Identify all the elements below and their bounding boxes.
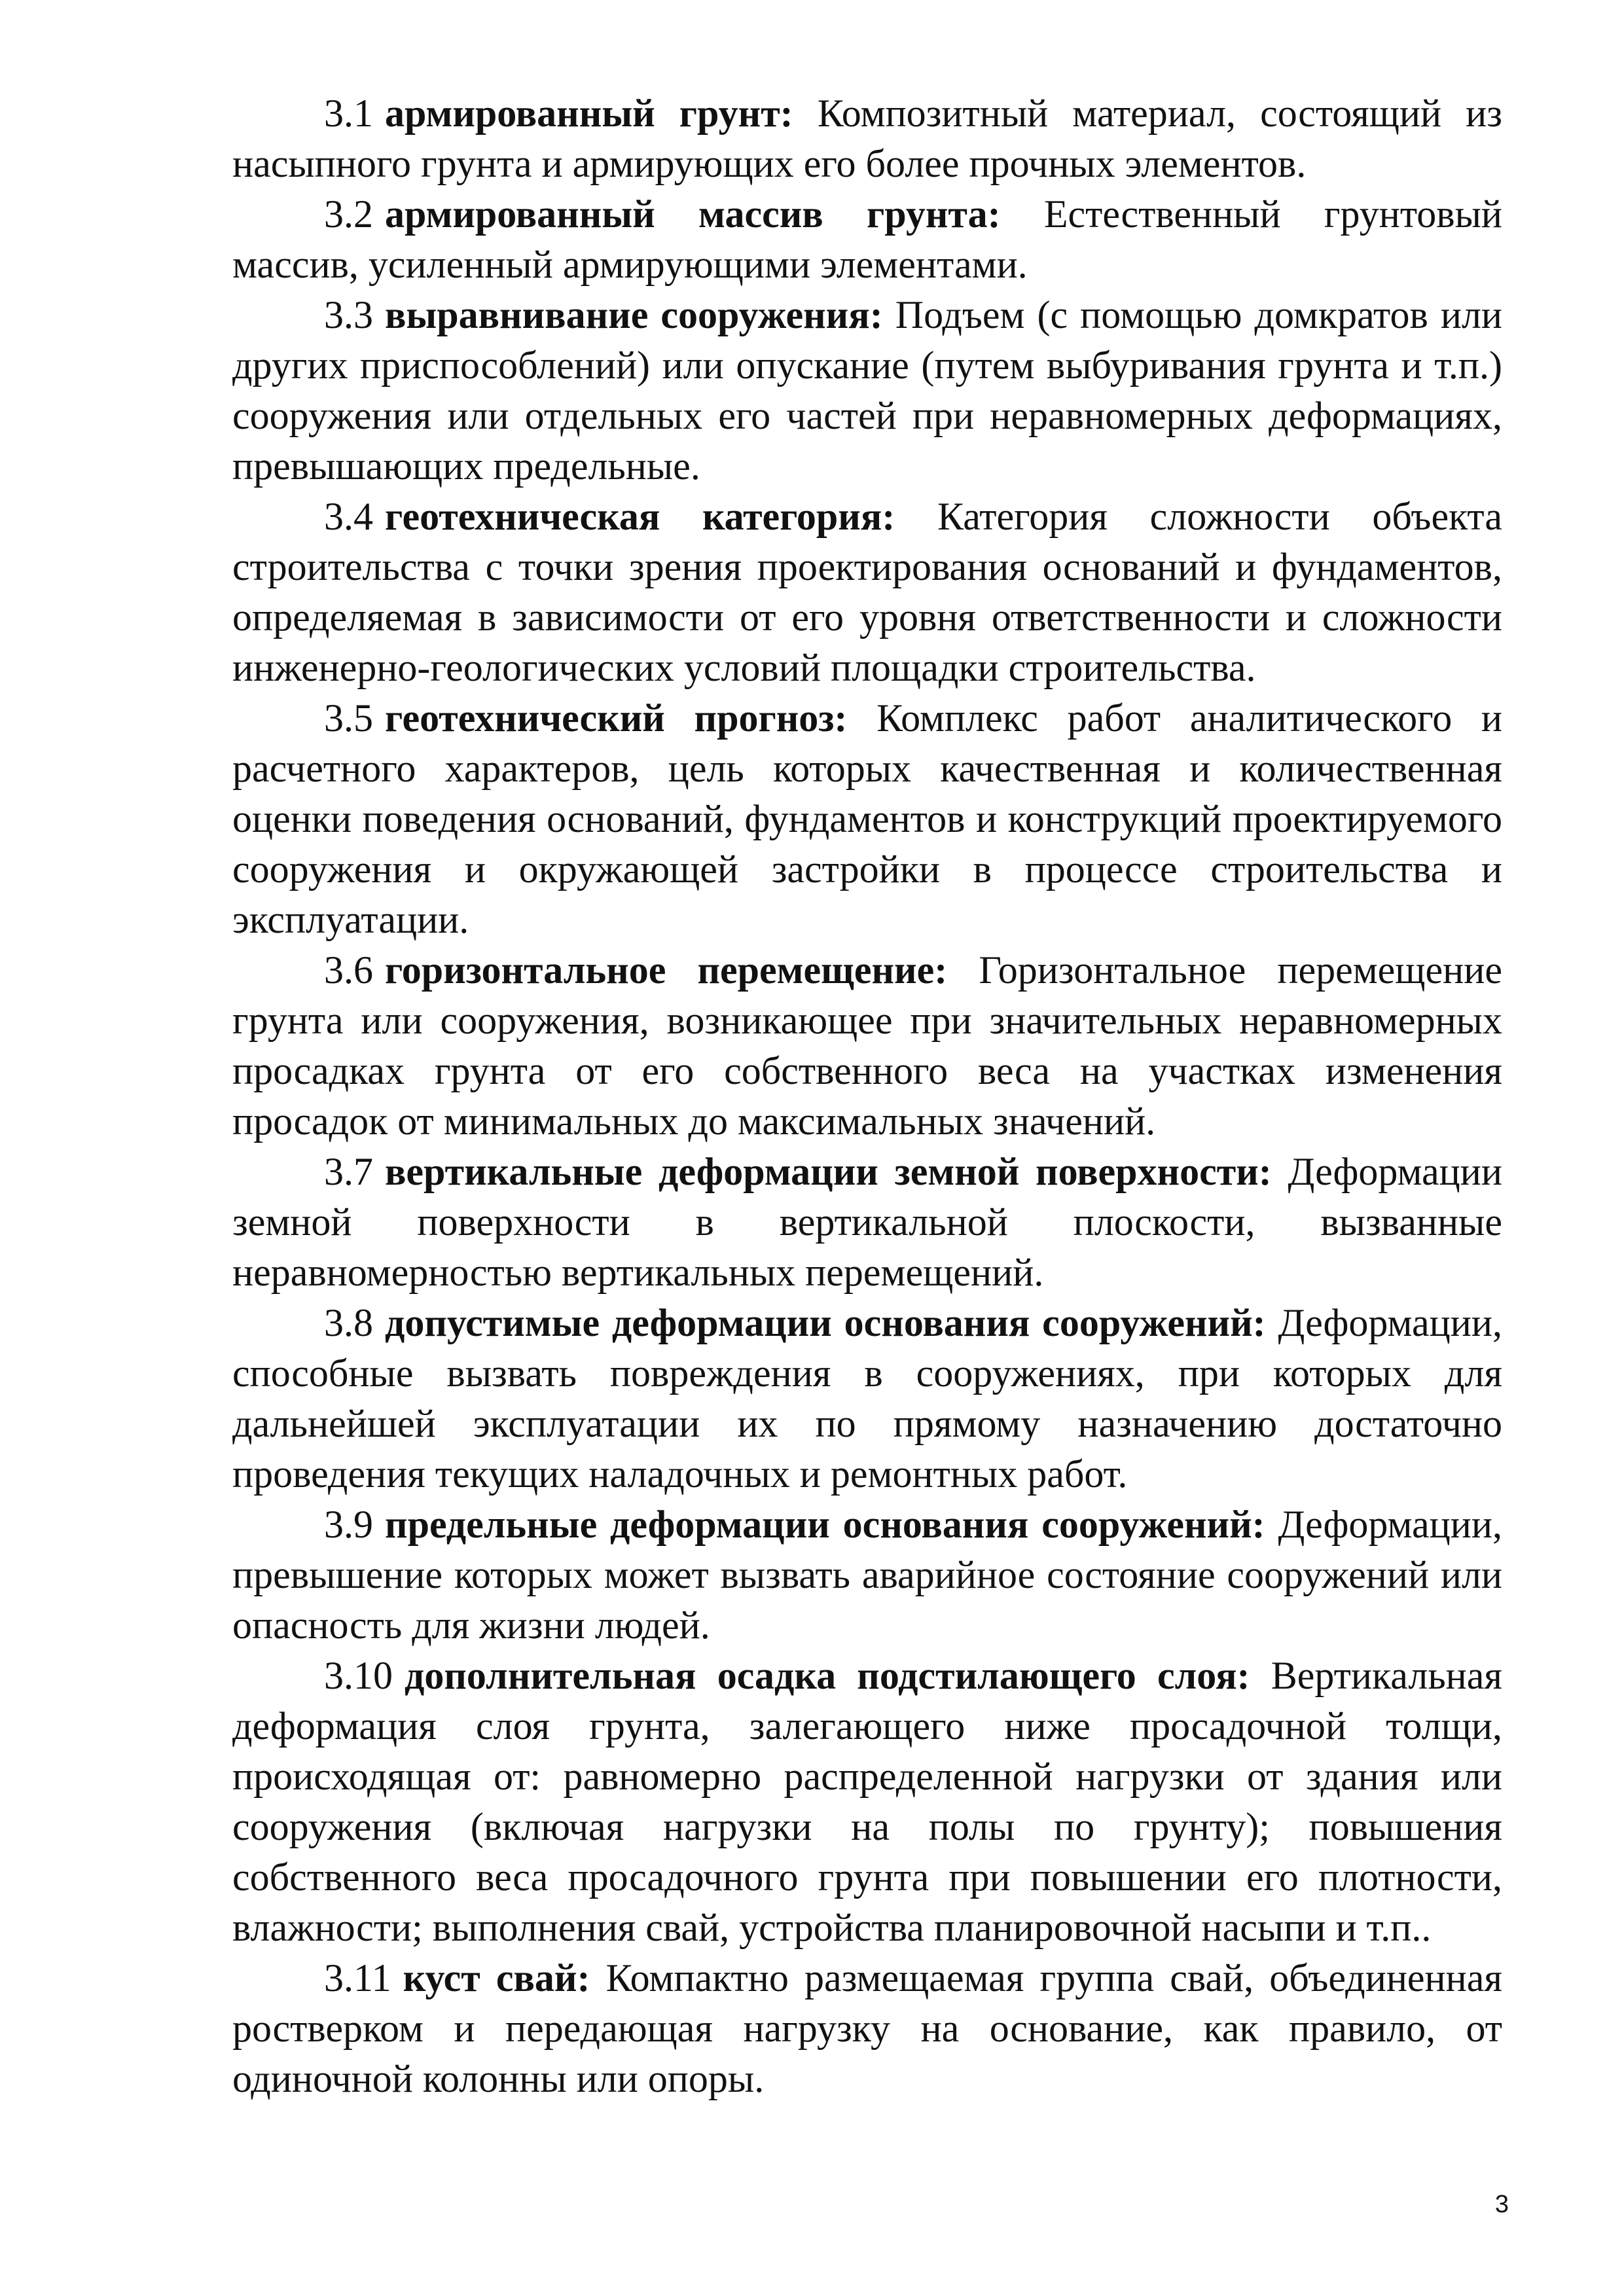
term-3-11	[232, 1953, 1502, 2104]
term-number: 3.7	[324, 1150, 373, 1193]
term-name: геотехнический прогноз:	[385, 696, 848, 740]
term-definition: Комплекс работ аналитического и расчетного характеров, цель которых качественная и количественная оценки поведения оснований, фундаментов и конструкций проектируемого сооружения и окружающей застройки в процессе строительства и эксплуатации.	[232, 696, 1503, 941]
term-name: армированный массив грунта:	[385, 192, 1001, 236]
term-name: выравнивание сооружения:	[385, 293, 883, 336]
term-name: предельные деформации основания сооружений:	[385, 1503, 1265, 1546]
term-3-3	[232, 290, 1502, 492]
term-3-2	[232, 189, 1502, 290]
term-3-9	[232, 1499, 1502, 1651]
term-number: 3.6	[324, 948, 373, 992]
term-definition: Естественный грунтовый массив, усиленный армирующими элементами.	[232, 192, 1502, 286]
term-definition: Компактно размещаемая группа свай, объединенная ростверком и передающая нагрузку на основание, как правило, от одиночной колонны или опоры.	[232, 1956, 1503, 2100]
term-name: горизонтальное перемещение:	[385, 948, 948, 992]
term-3-5	[232, 693, 1502, 945]
term-name: куст свай:	[403, 1956, 590, 2000]
term-definition: Горизонтальное перемещение грунта или сооружения, возникающее при значительных неравномерных просадках грунта от его собственного веса на участках изменения просадок от минимальных до максимальных значений.	[232, 948, 1502, 1143]
terms-list	[232, 88, 1502, 2104]
term-definition: Композитный материал, состоящий из насыпного грунта и армирующих его более прочных элементов.	[232, 92, 1502, 185]
term-name: дополнительная осадка подстилающего слоя:	[405, 1654, 1250, 1697]
term-name: армированный грунт:	[385, 92, 793, 135]
term-3-8	[232, 1298, 1502, 1499]
term-number: 3.1	[324, 92, 373, 135]
term-3-7	[232, 1147, 1502, 1298]
term-definition: Деформации, превышение которых может вызвать аварийное состояние сооружений или опасность для жизни людей.	[232, 1503, 1502, 1647]
term-name: вертикальные деформации земной поверхности:	[385, 1150, 1272, 1193]
term-definition: Категория сложности объекта строительства с точки зрения проектирования оснований и фундаментов, определяемая в зависимости от его уровня ответственности и сложности инженерно-геологических условий площадки строительства.	[232, 495, 1503, 689]
page-number: 3	[1494, 2191, 1509, 2218]
term-number: 3.11	[324, 1956, 391, 2000]
term-number: 3.10	[324, 1654, 393, 1697]
term-number: 3.9	[324, 1503, 373, 1546]
term-definition: Деформации, способные вызвать повреждения в сооружениях, при которых для дальнейшей эксплуатации их по прямому назначению достаточно проведения текущих наладочных и ремонтных работ.	[232, 1301, 1502, 1496]
term-definition: Деформации земной поверхности в вертикальной плоскости, вызванные неравномерностью вертикальных перемещений.	[232, 1150, 1502, 1294]
term-number: 3.2	[324, 192, 373, 236]
term-number: 3.4	[324, 495, 373, 538]
term-name: допустимые деформации основания сооружений:	[385, 1301, 1266, 1344]
term-number: 3.3	[324, 293, 373, 336]
term-definition: Вертикальная деформация слоя грунта, залегающего ниже просадочной толщи, происходящая от: равномерно распределенной нагрузки от здания или сооружения (включая нагрузки на полы по грунту); повышения собственного веса просадочного грунта при повышении его плотности, влажности; выполнения свай, устройства планировочной насыпи и т.п..	[232, 1654, 1503, 1949]
term-3-1	[232, 88, 1502, 189]
term-3-4	[232, 492, 1502, 693]
term-3-6	[232, 945, 1502, 1147]
term-3-10	[232, 1651, 1502, 1953]
term-number: 3.8	[324, 1301, 373, 1344]
term-definition: Подъем (с помощью домкратов или других приспособлений) или опускание (путем выбуривания грунта и т.п.) сооружения или отдельных его частей при неравномерных деформациях, превышающих предельные.	[232, 293, 1502, 488]
term-number: 3.5	[324, 696, 373, 740]
term-name: геотехническая категория:	[385, 495, 895, 538]
